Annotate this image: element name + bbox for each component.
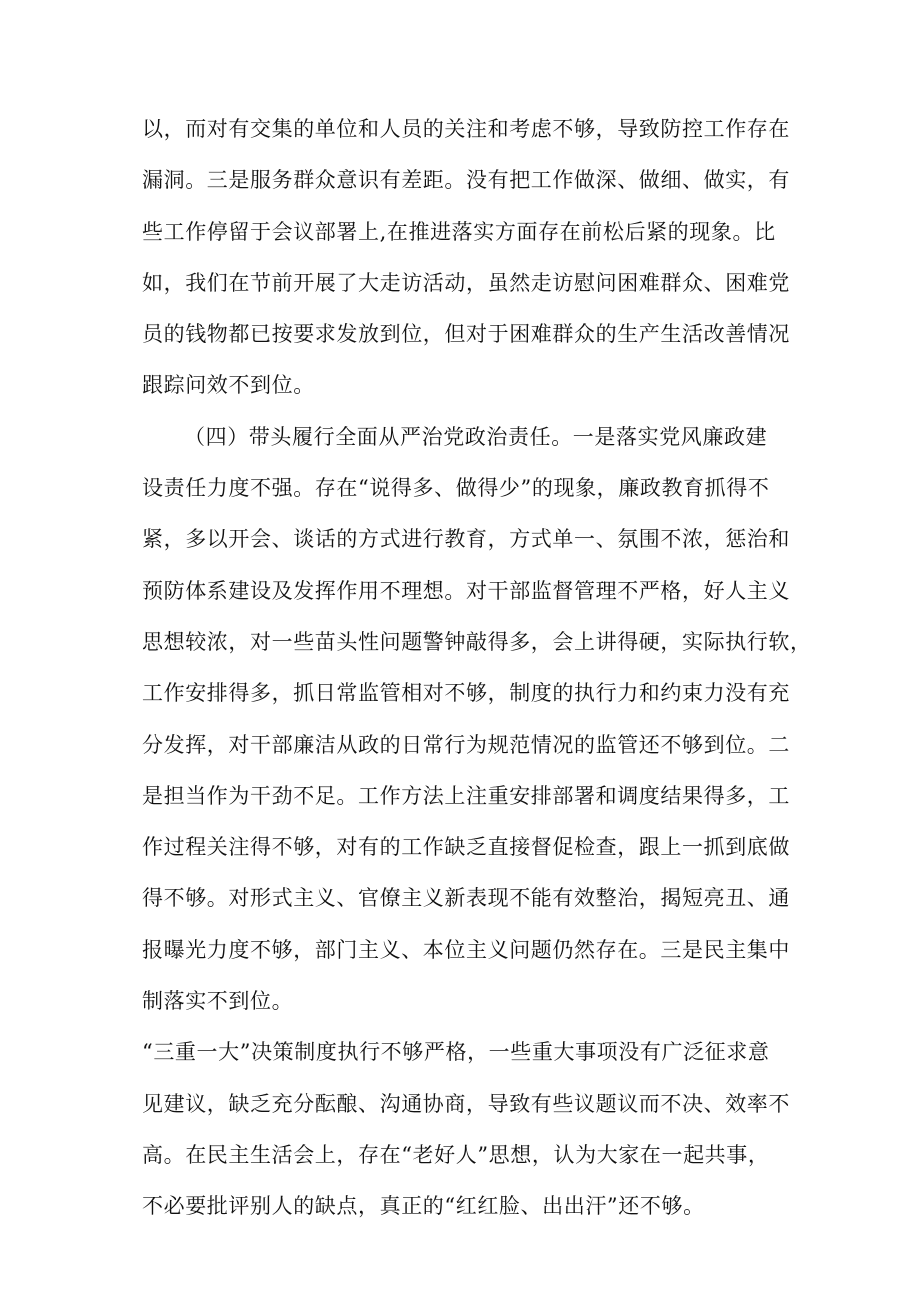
text-line: 紧，多以开会、谈话的方式进行教育，方式单一、氛围不浓，惩治和 [142,527,790,552]
text-line: 漏洞。三是服务群众意识有差距。没有把工作做深、做细、做实，有 [142,168,790,193]
text-line: 些工作停留于会议部署上,在推进落实方面存在前松后紧的现象。比 [142,219,776,244]
text-line: “三重一大”决策制度执行不够严格，一些重大事项没有广泛征求意 [142,1040,770,1065]
text-line: 见建议，缺乏充分酝酿、沟通协商，导致有些议题议而不决、效率不 [142,1091,790,1116]
text-line: 以，而对有交集的单位和人员的关注和考虑不够，导致防控工作存在 [142,117,790,141]
document-body [142,104,812,1233]
text-line: 制落实不到位。 [142,989,294,1014]
text-line: 如，我们在节前开展了大走访活动，虽然走访慰问困难群众、困难党 [142,270,790,295]
text-line: 跟踪问效不到位。 [142,373,315,398]
text-line: 员的钱物都已按要求发放到位，但对于困难群众的生产生活改善情况 [142,322,790,347]
text-line: 是担当作为干劲不足。工作方法上注重安排部署和调度结果得多，工 [142,783,790,808]
text-line: 设责任力度不强。存在“说得多、做得少”的现象，廉政教育抓得不 [142,476,770,501]
text-line: 报曝光力度不够，部门主义、本位主义问题仍然存在。三是民主集中 [142,937,790,962]
text-line: 预防体系建设及发挥作用不理想。对干部监督管理不严格，好人主义 [142,578,790,603]
section-heading-line: （四）带头履行全面从严治党政治责任。一是落实党风廉政建 [184,424,768,449]
text-line: 分发挥，对干部廉洁从政的日常行为规范情况的监管还不够到位。二 [142,732,790,757]
text-line: 不必要批评别人的缺点，真正的“红红脸、出出汗”还不够。 [142,1194,705,1219]
text-line: 得不够。对形式主义、官僚主义新表现不能有效整治，揭短亮丑、通 [142,886,790,911]
text-line: 工作安排得多，抓日常监管相对不够，制度的执行力和约束力没有充 [142,681,790,706]
text-line: 思想较浓，对一些苗头性问题警钟敲得多，会上讲得硬，实际执行软， [142,629,812,654]
text-line: 作过程关注得不够，对有的工作缺乏直接督促检查，跟上一抓到底做 [142,835,790,860]
text-line: 高。在民主生活会上，存在“老好人”思想，认为大家在一起共事， [142,1142,770,1167]
